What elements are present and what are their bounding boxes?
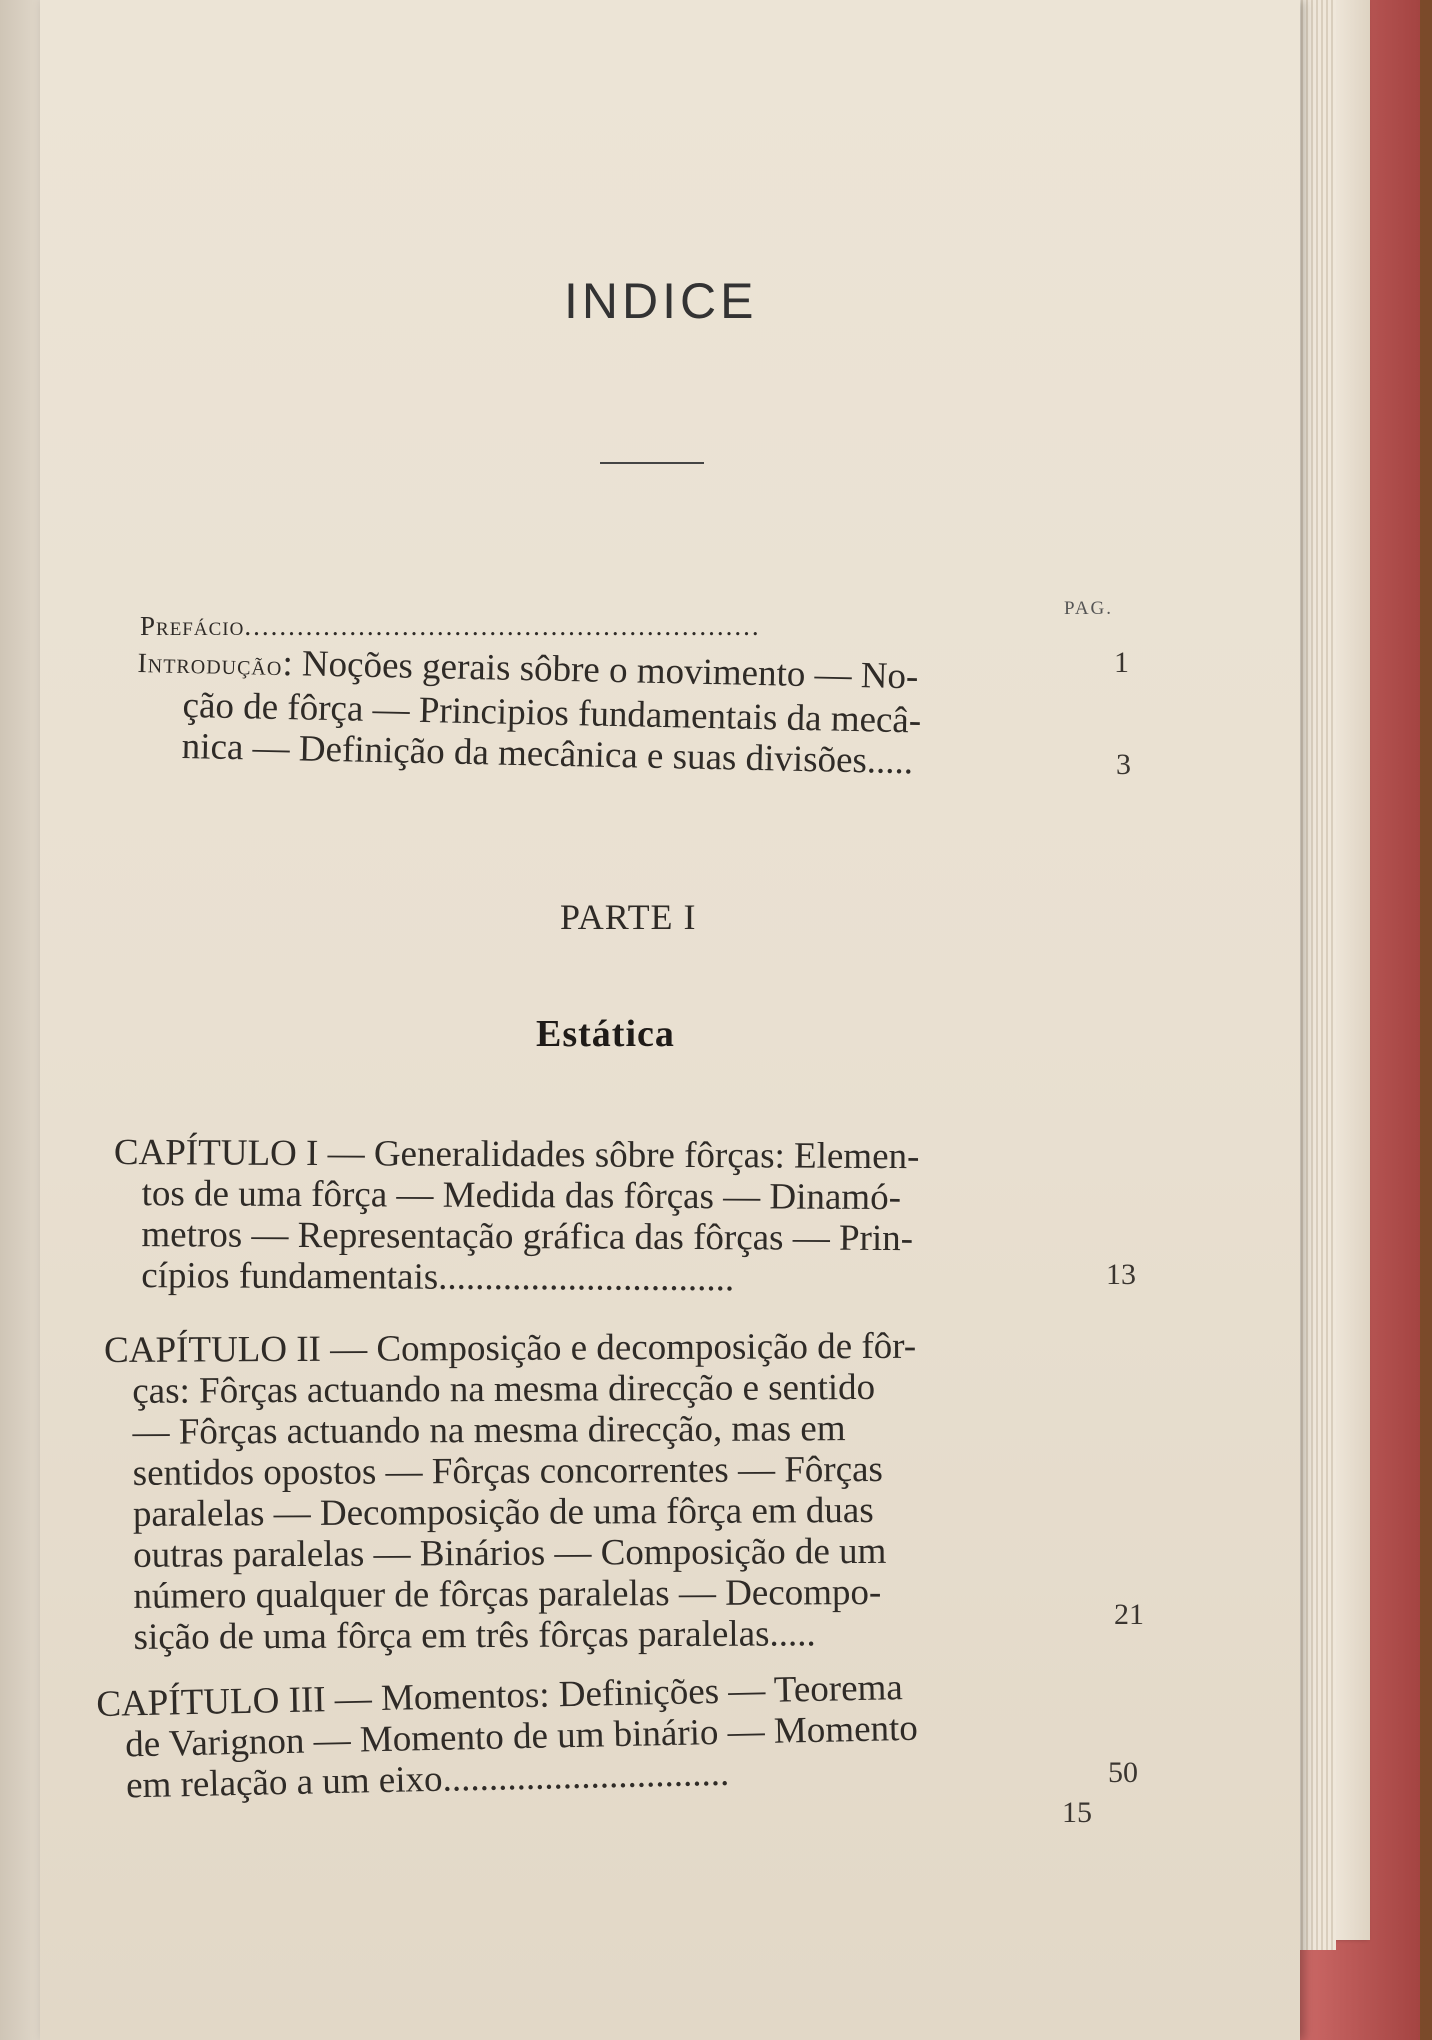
page-number: 1 bbox=[1114, 646, 1129, 679]
page-number: 3 bbox=[1116, 748, 1131, 781]
entry-text-line: nica — Definição da mecânica e suas divisões..... bbox=[181, 725, 914, 783]
entry-text-line: sentidos opostos — Fôrças concorrentes — Fôrças bbox=[132, 1448, 884, 1494]
entry-text-line: de Varignon — Momento de um binário — Momento bbox=[124, 1707, 919, 1766]
page-number: 15 bbox=[1062, 1796, 1092, 1829]
entry-text-line: sição de uma fôrça em três fôrças paralelas..... bbox=[133, 1613, 816, 1658]
entry-text-line: ças: Fôrças actuando na mesma direcção e sentido bbox=[132, 1366, 876, 1412]
entry-text-line: número qualquer de fôrças paralelas — Decompo- bbox=[133, 1571, 882, 1617]
page-number: 13 bbox=[1106, 1258, 1136, 1291]
cover-edge bbox=[1330, 0, 1370, 1940]
page-column-label: PAG. bbox=[1064, 598, 1114, 619]
entry-text-line: ção de fôrça — Principios fundamentais da mecâ- bbox=[182, 684, 922, 742]
dot-leader: ........................................................... bbox=[244, 611, 761, 641]
page-title: INDICE bbox=[564, 273, 758, 329]
page-number: 50 bbox=[1108, 1756, 1138, 1789]
page-number: 21 bbox=[1114, 1598, 1144, 1631]
entry-text-line: cípios fundamentais................................ bbox=[141, 1255, 735, 1300]
toc-entry-chapter-3 bbox=[96, 1667, 919, 1807]
entry-text-line: : Noções gerais sôbre o movimento — No- bbox=[282, 643, 919, 698]
entry-label: Introdução bbox=[137, 647, 283, 683]
toc-entry-prefacio bbox=[140, 606, 761, 647]
toc-entry-chapter-1 bbox=[113, 1132, 919, 1300]
entry-text-line: paralelas — Decomposição de uma fôrça em duas bbox=[132, 1489, 874, 1535]
entry-text-line: CAPÍTULO I — Generalidades sôbre fôrças: Elemen- bbox=[113, 1132, 920, 1178]
section-heading: Estática bbox=[536, 1013, 675, 1055]
toc-entry-chapter-2 bbox=[104, 1326, 918, 1658]
toc-entry-introducao bbox=[135, 640, 922, 782]
entry-text-line: — Fôrças actuando na mesma direcção, mas em bbox=[132, 1408, 846, 1453]
entry-label: Prefácio bbox=[140, 611, 245, 641]
part-heading: PARTE I bbox=[560, 897, 697, 937]
entry-text-line: metros — Representação gráfica das fôrças — Prin- bbox=[141, 1214, 914, 1260]
title-divider bbox=[600, 462, 704, 464]
entry-text-line: outras paralelas — Binários — Composição de um bbox=[133, 1530, 887, 1576]
entry-text-line: em relação a um eixo............................... bbox=[125, 1752, 730, 1807]
entry-text-line: CAPÍTULO II — Composição e decomposição de fôr- bbox=[104, 1325, 917, 1371]
entry-text-line: CAPÍTULO III — Momentos: Definições — Teorema bbox=[96, 1667, 904, 1725]
entry-text-line: tos de uma fôrça — Medida das fôrças — Dinamó- bbox=[141, 1173, 902, 1219]
